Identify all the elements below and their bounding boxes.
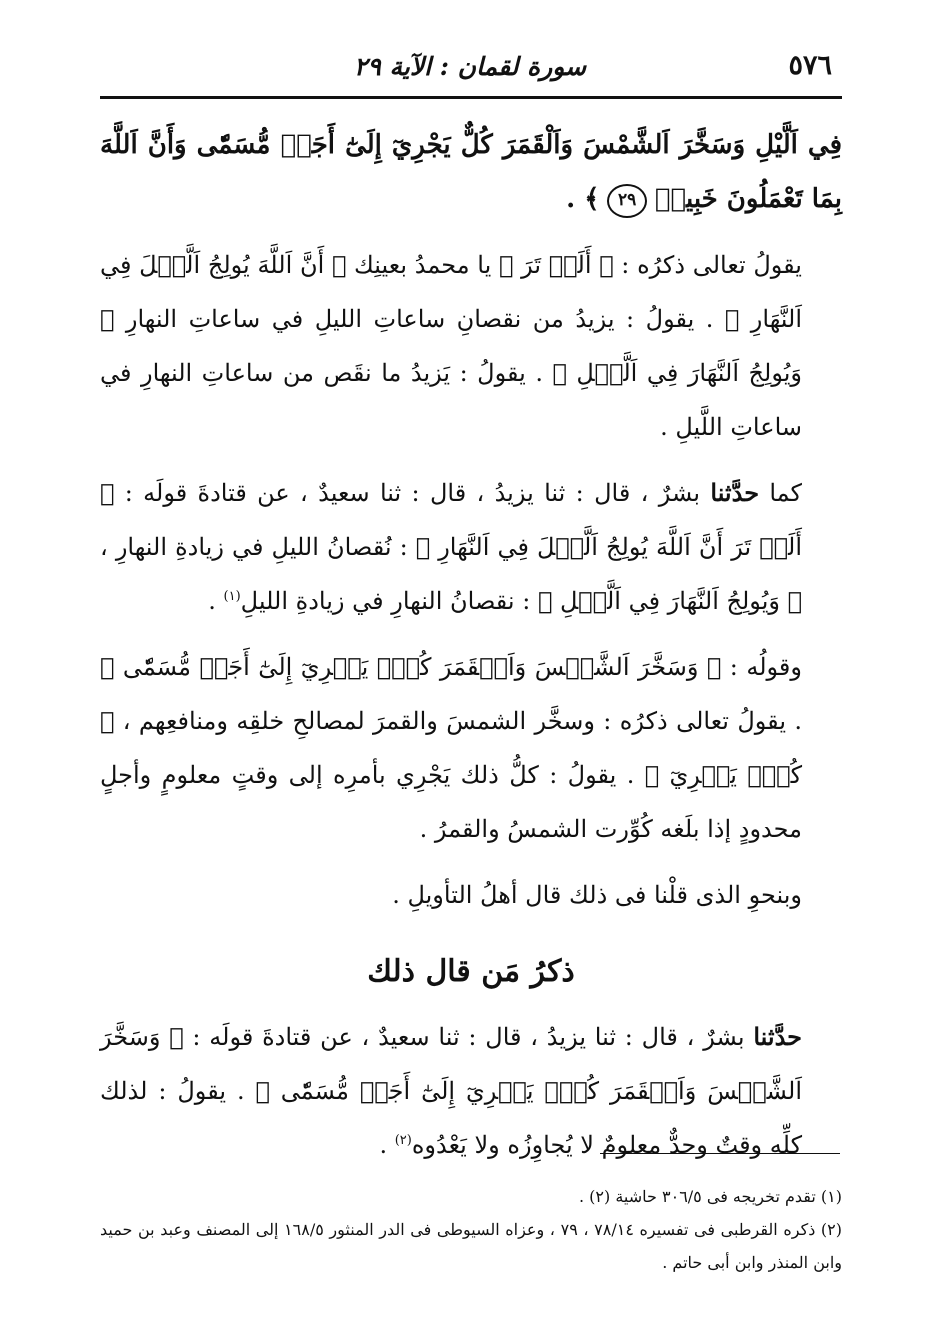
footnote-reference-1: (١) — [223, 589, 241, 604]
footnote-2: (٢) ذكره القرطبى فى تفسيره ٧٨/١٤ ، ٧٩ ، وعزاه السيوطى فى الدر المنثور ١٦٨/٥ إلى المصنف وعبد بن حميد وابن المنذر وابن أبى حاتم . — [100, 1220, 843, 1272]
text-segment: . — [379, 1131, 395, 1159]
hadith-text: بشرٌ ، قال : ثنا يزيدُ ، قال : ثنا سعيدٌ ، عن قتادةَ قولَه : ﴿ أَلَمۡ تَرَ أَنَّ اَللَّهَ يُولِجُ اَلَّيۡلَ فِي اَلنَّهَارِ ﴾ : نُقصانُ الليلِ في زيادةِ النهارِ ، ﴿ وَيُولِجُ اَلنَّهَارَ فِي اَلَّيۡلِ ﴾ : نقصانُ النهارِ في زيادةِ الليلِ — [100, 479, 802, 615]
section-heading: ذكرُ مَن قال ذلك — [367, 954, 575, 989]
hadith-paragraph-2 — [100, 1010, 842, 1172]
running-title: سورة لقمان : الآية ٢٩ — [353, 52, 587, 81]
verse-end: ﴾ . — [566, 184, 600, 214]
footnote-1: (١) تقدم تخريجه فى ٣٠٦/٥ حاشية (٢) . — [578, 1187, 842, 1206]
page-body — [100, 118, 842, 1172]
page-number: ٥٧٦ — [788, 50, 832, 81]
verse-paragraph — [100, 118, 842, 226]
footnote-reference-2: (٢) — [394, 1133, 412, 1148]
haddathana-word: حدَّثنا — [710, 478, 760, 507]
page-header — [100, 44, 840, 92]
header-rule — [100, 96, 842, 99]
commentary-paragraph-2: وقولُه : ﴿ وَسَخَّرَ اَلشَّمۡسَ وَاَلۡقَمَرَ كُلّٞ يَجۡرِيٓ إِلَىٰٓ أَجَلٖ مُّسَمّٗى ﴾ . يقولُ تعالى ذكرُه : وسخَّر الشمسَ والقمرَ لمصالحِ خلقِه ومنافعِهم ، ﴿ كُلّٞ يَجۡرِيٓ ﴾ . يقولُ : كلُّ ذلك يَجْرِي بأمرِه إلى وقتٍ معلومٍ وأجلٍ محدودٍ إذا بلَغه كُوِّرت الشمسُ والقمرُ . — [100, 653, 802, 843]
quran-verse-text: فِي اَلَّيْلِ وَسَخَّرَ اَلشَّمْسَ وَاَلْقَمَرَ كُلٌّ يَجْرِيٓ إِلَىٰٓ أَجَلٖ مُّسَمّٗى وَأَنَّ اَللَّهَ بِمَا تَعْمَلُونَ خَبِيرٞ — [100, 130, 842, 214]
footnotes — [100, 1180, 842, 1279]
text-segment: كما — [759, 479, 802, 507]
text-segment: . — [208, 587, 224, 615]
commentary-paragraph-1: يقولُ تعالى ذكرُه : ﴿ أَلَمۡ تَرَ ﴾ يا محمدُ بعينِك ﴿ أَنَّ اَللَّهَ يُولِجُ اَلَّيۡلَ فِي اَلنَّهَارِ ﴾ . يقولُ : يزيدُ من نقصانِ ساعاتِ الليلِ في ساعاتِ النهارِ ﴿ وَيُولِجُ اَلنَّهَارَ فِي اَلَّيۡلِ ﴾ . يقولُ : يَزيدُ ما نقَص من ساعاتِ النهارِ في ساعاتِ اللَّيلِ . — [100, 251, 803, 441]
hadith-paragraph-1 — [100, 466, 842, 628]
ayah-number-marker: ٢٩ — [607, 184, 647, 218]
footnote-rule — [600, 1153, 840, 1154]
haddathana-word: حدَّثنا — [753, 1022, 802, 1051]
hadith-text: بشرٌ ، قال : ثنا يزيدُ ، قال : ثنا سعيدٌ ، عن قتادةَ قولَه : ﴿ وَسَخَّرَ اَلشَّمۡسَ وَاَلۡقَمَرَ كُلّٞ يَجۡرِيٓ إِلَىٰٓ أَجَلٖ مُّسَمّٗى ﴾ . يقولُ : لذلك كلِّه وقتٌ وحدٌّ معلومٌ لا يُجاوِزُه ولا يَعْدُوه — [100, 1023, 802, 1159]
commentary-paragraph-3: وبنحوِ الذى قلْنا فى ذلك قال أهلُ التأويلِ . — [392, 881, 802, 909]
